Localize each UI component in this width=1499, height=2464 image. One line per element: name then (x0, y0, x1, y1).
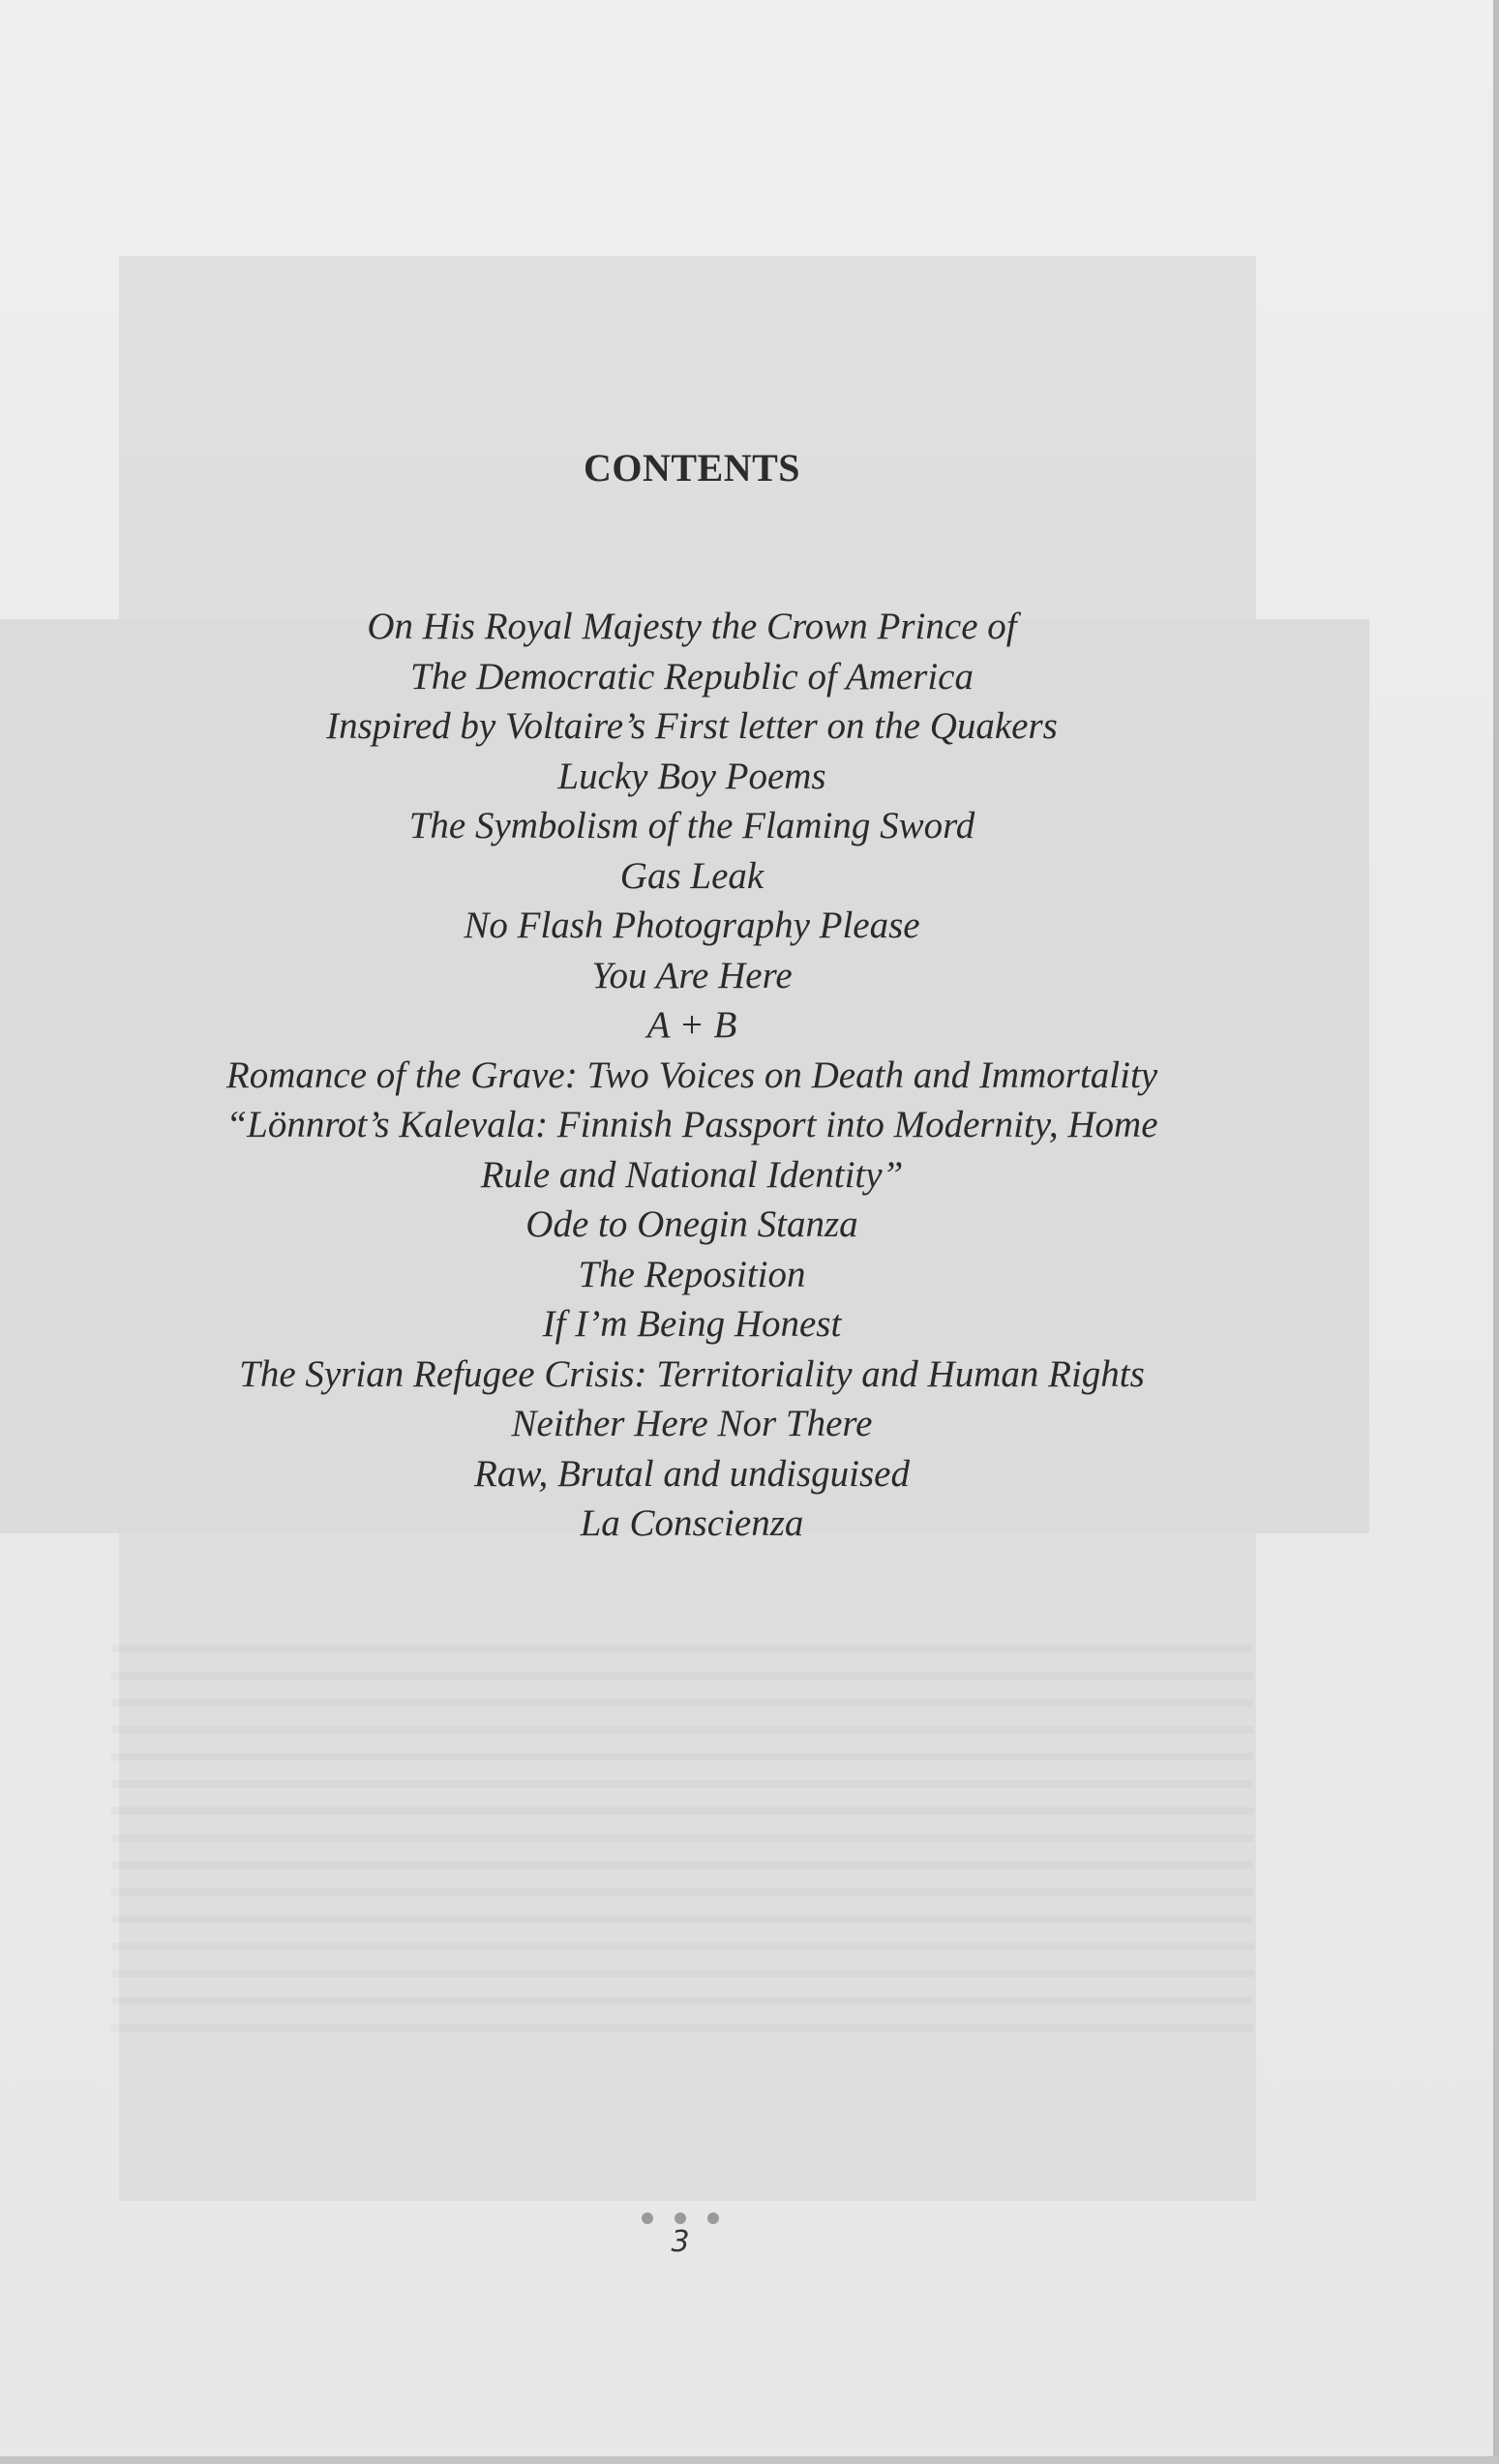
toc-entry: Gas Leak (619, 854, 764, 897)
toc-entry: The Syrian Refugee Crisis: Territoriality and Human Rights (239, 1352, 1145, 1395)
show-through-text-lines (111, 1645, 1253, 2051)
page-number: 3 (671, 2225, 690, 2259)
toc-entry: Inspired by Voltaire’s First letter on the Quakers (326, 705, 1058, 747)
page-ornament-dots (642, 2212, 719, 2226)
page-edge-bottom (0, 2456, 1499, 2464)
toc-entry: Neither Here Nor There (511, 1403, 873, 1444)
table-of-contents (0, 602, 1384, 1549)
toc-entry: The Reposition (578, 1253, 806, 1295)
toc-entry: “Lönnrot’s Kalevala: Finnish Passport into Modernity, Home (225, 1104, 1158, 1145)
toc-entry: On His Royal Majesty the Crown Prince of (367, 606, 1017, 647)
toc-entry: Raw, Brutal and undisguised (474, 1452, 910, 1495)
toc-entry: Romance of the Grave: Two Voices on Death and Immortality (225, 1054, 1158, 1096)
toc-entry: A + B (646, 1004, 737, 1046)
ornament-dot (675, 2212, 686, 2224)
toc-entry: Ode to Onegin Stanza (525, 1203, 858, 1245)
toc-entry: No Flash Photography Please (464, 905, 920, 946)
toc-entry: Rule and National Identity” (480, 1153, 904, 1196)
page-edge-right (1493, 0, 1499, 2464)
toc-entry: If I’m Being Honest (542, 1303, 842, 1345)
contents-heading: CONTENTS (583, 446, 801, 490)
toc-entry: Lucky Boy Poems (557, 755, 826, 797)
toc-entry: The Democratic Republic of America (410, 655, 974, 698)
toc-entry: La Conscienza (580, 1502, 804, 1544)
toc-entry: The Symbolism of the Flaming Sword (408, 805, 975, 846)
ornament-dot (642, 2212, 653, 2224)
ornament-dot (707, 2212, 719, 2224)
toc-entry: You Are Here (591, 954, 793, 996)
